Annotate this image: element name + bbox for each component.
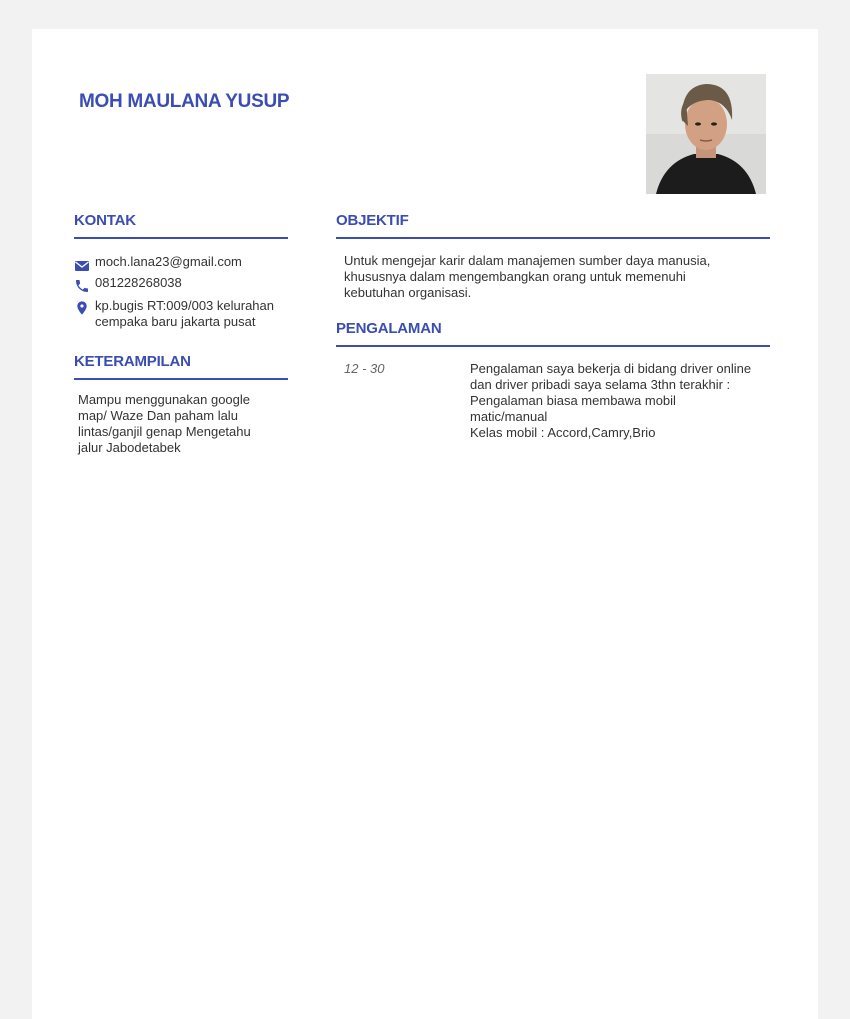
envelope-icon [74,258,90,274]
experience-line: dan driver pribadi saya selama 3thn terakhir : [470,377,731,392]
kontak-divider [74,237,288,239]
contact-email: moch.lana23@gmail.com [95,254,242,269]
experience-line: matic/manual [470,409,548,424]
skill-line: jalur Jabodetabek [78,440,181,455]
map-pin-icon [74,300,90,316]
person-name: MOH MAULANA YUSUP [79,91,290,112]
experience-date: 12 - 30 [344,361,385,376]
pengalaman-title: PENGALAMAN [336,320,442,337]
objective-line: kebutuhan organisasi. [344,285,472,300]
objektif-title: OBJEKTIF [336,212,409,229]
contact-address-line1: kp.bugis RT:009/003 kelurahan [95,298,274,313]
skill-line: Mampu menggunakan google [78,392,251,407]
pengalaman-divider [336,345,770,347]
phone-icon [74,278,90,294]
experience-line: Kelas mobil : Accord,Camry,Brio [470,425,656,440]
skill-line: map/ Waze Dan paham lalu [78,408,238,423]
objective-line: khususnya dalam mengembangkan orang untuk memenuhi [344,269,686,284]
keterampilan-divider [74,378,288,380]
objective-line: Untuk mengejar karir dalam manajemen sumber daya manusia, [344,253,711,268]
kontak-title: KONTAK [74,212,136,229]
experience-line: Pengalaman saya bekerja di bidang driver online [470,361,752,376]
resume-page [32,29,818,1019]
profile-photo [646,74,766,194]
objektif-divider [336,237,770,239]
skill-line: lintas/ganjil genap Mengetahu [78,424,251,439]
keterampilan-title: KETERAMPILAN [74,353,191,370]
contact-phone: 081228268038 [95,275,182,290]
contact-address-line2: cempaka baru jakarta pusat [95,314,256,329]
experience-line: Pengalaman biasa membawa mobil [470,393,676,408]
